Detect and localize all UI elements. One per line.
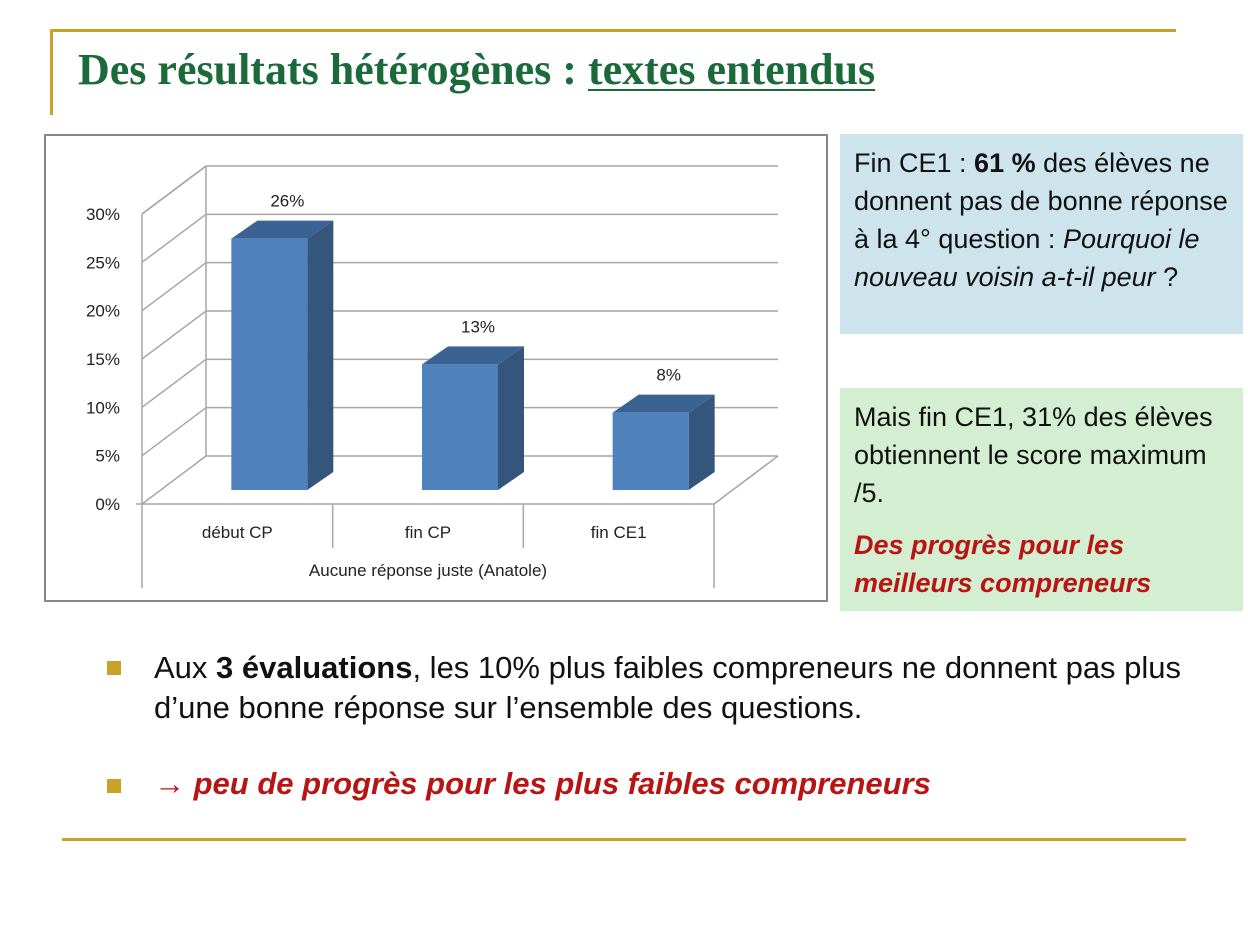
bullet-1-text xyxy=(154,648,1248,728)
bullet-1-part1: Aux xyxy=(154,650,217,685)
bullet-2-part: peu de progrès pour les plus faibles compreneurs xyxy=(185,766,931,801)
bar-side xyxy=(498,346,524,490)
y-tick-label: 25% xyxy=(85,253,120,273)
title-underlined: textes entendus xyxy=(587,45,876,94)
gridline-side xyxy=(142,311,206,359)
bar-chart xyxy=(46,136,826,600)
y-tick-label: 5% xyxy=(95,446,120,466)
bar-side xyxy=(307,221,333,490)
data-label: 13% xyxy=(460,317,496,337)
title-main: Des résultats hétérogènes : xyxy=(78,45,588,94)
y-tick-label: 0% xyxy=(95,495,120,514)
bottom-rule xyxy=(62,838,1186,841)
gridline-side xyxy=(142,456,206,504)
data-label: 8% xyxy=(656,365,681,385)
callout-blue-italic: Pourquoi le nouveau voisin a-t-il peur xyxy=(854,224,1200,292)
title-rule-left xyxy=(50,29,53,115)
y-tick-label: 10% xyxy=(85,398,120,418)
x-tick-label: début CP xyxy=(201,523,273,542)
floor-right-edge xyxy=(714,456,778,504)
callout-blue-bold: 61 % xyxy=(974,148,1036,178)
callout-green-text: Mais fin CE1, 31% des élèves obtiennent le score maximum /5. xyxy=(854,402,1213,508)
chart-frame xyxy=(44,134,828,602)
y-tick-label: 20% xyxy=(85,301,120,321)
bullet-square-icon xyxy=(107,779,121,793)
gridline-side xyxy=(142,166,206,214)
callout-blue xyxy=(840,134,1243,334)
gridline-side xyxy=(142,408,206,456)
callout-blue-text1: Fin CE1 : xyxy=(854,148,975,178)
y-tick-label: 30% xyxy=(85,205,120,224)
bullet-1-bold: 3 évaluations xyxy=(216,650,413,685)
bar xyxy=(231,239,307,490)
gridline-side xyxy=(142,263,206,311)
x-tick-label: fin CP xyxy=(404,523,452,542)
bullet-1-part2: , les 10% plus faibles compreneurs ne donnent pas plus d’une bonne réponse sur l’ensemble des questions. xyxy=(154,650,1182,725)
gridline-side xyxy=(142,214,206,262)
callout-blue-text3: ? xyxy=(1155,262,1179,292)
gridline-side xyxy=(142,359,206,407)
bar xyxy=(422,364,498,490)
title-rule-top xyxy=(50,29,1176,32)
y-tick-label: 15% xyxy=(85,350,120,369)
x-group-label: Aucune réponse juste (Anatole) xyxy=(308,561,548,580)
x-tick-label: fin CE1 xyxy=(590,523,647,542)
bar xyxy=(613,413,689,490)
bullet-2-text xyxy=(154,764,931,804)
callout-green-emphasis: Des progrès pour les meilleurs compreneurs xyxy=(854,530,1152,598)
callout-blue-text2: des élèves ne donnent pas de bonne réponse à la 4° question : xyxy=(854,148,1228,254)
arrow-right-icon: → xyxy=(154,766,185,801)
data-label: 26% xyxy=(270,191,305,211)
bullet-square-icon xyxy=(107,661,121,675)
callout-green xyxy=(840,388,1243,611)
slide-title xyxy=(78,44,875,95)
